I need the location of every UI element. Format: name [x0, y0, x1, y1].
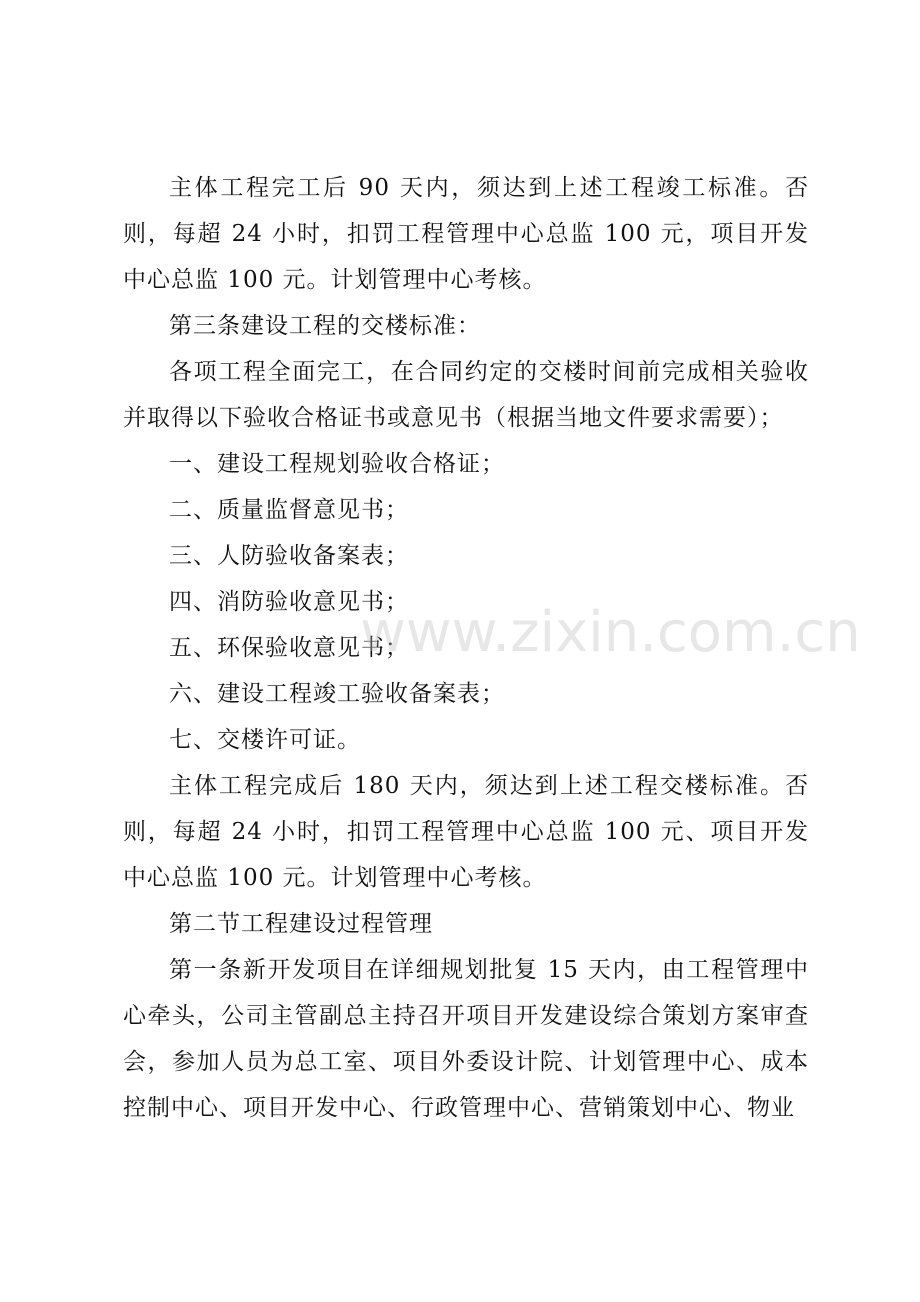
watermark-text: www.zixin.com.cn [360, 600, 861, 665]
list-item-7: 七、交楼许可证。 [169, 727, 361, 753]
section-2-heading: 第二节工程建设过程管理 [169, 911, 433, 937]
list-item-6: 六、建设工程竣工验收备案表； [169, 681, 505, 707]
paragraph-article-3-heading: 第三条建设工程的交楼标准： [169, 313, 481, 339]
list-item-3: 三、人防验收备案表； [169, 543, 409, 569]
list-item-5: 五、环保验收意见书； [169, 635, 409, 661]
paragraph-handover-requirements: 各项工程全面完工，在合同约定的交楼时间前完成相关验收并取得以下验收合格证书或意见书（根据当地文件要求需要）； [123, 359, 809, 431]
list-item-4: 四、消防验收意见书； [169, 589, 409, 615]
paragraph-completion-deadline: 主体工程完工后 90 天内，须达到上述工程竣工标准。否则，每超 24 小时，扣罚工程管理中心总监 100 元，项目开发中心总监 100 元。计划管理中心考核。 [123, 175, 809, 293]
list-item-1: 一、建设工程规划验收合格证； [169, 451, 505, 477]
paragraph-handover-deadline: 主体工程完成后 180 天内，须达到上述工程交楼标准。否则，每超 24 小时，扣罚工程管理中心总监 100 元、项目开发中心总监 100 元。计划管理中心考核。 [123, 773, 809, 891]
list-item-2: 二、质量监督意见书； [169, 497, 409, 523]
paragraph-article-1: 第一条新开发项目在详细规划批复 15 天内，由工程管理中心牵头，公司主管副总主持召开项目开发建设综合策划方案审查会，参加人员为总工室、项目外委设计院、计划管理中心、成本控制中心、项目开发中心、行政管理中心、营销策划中心、物业 [123, 957, 809, 1121]
